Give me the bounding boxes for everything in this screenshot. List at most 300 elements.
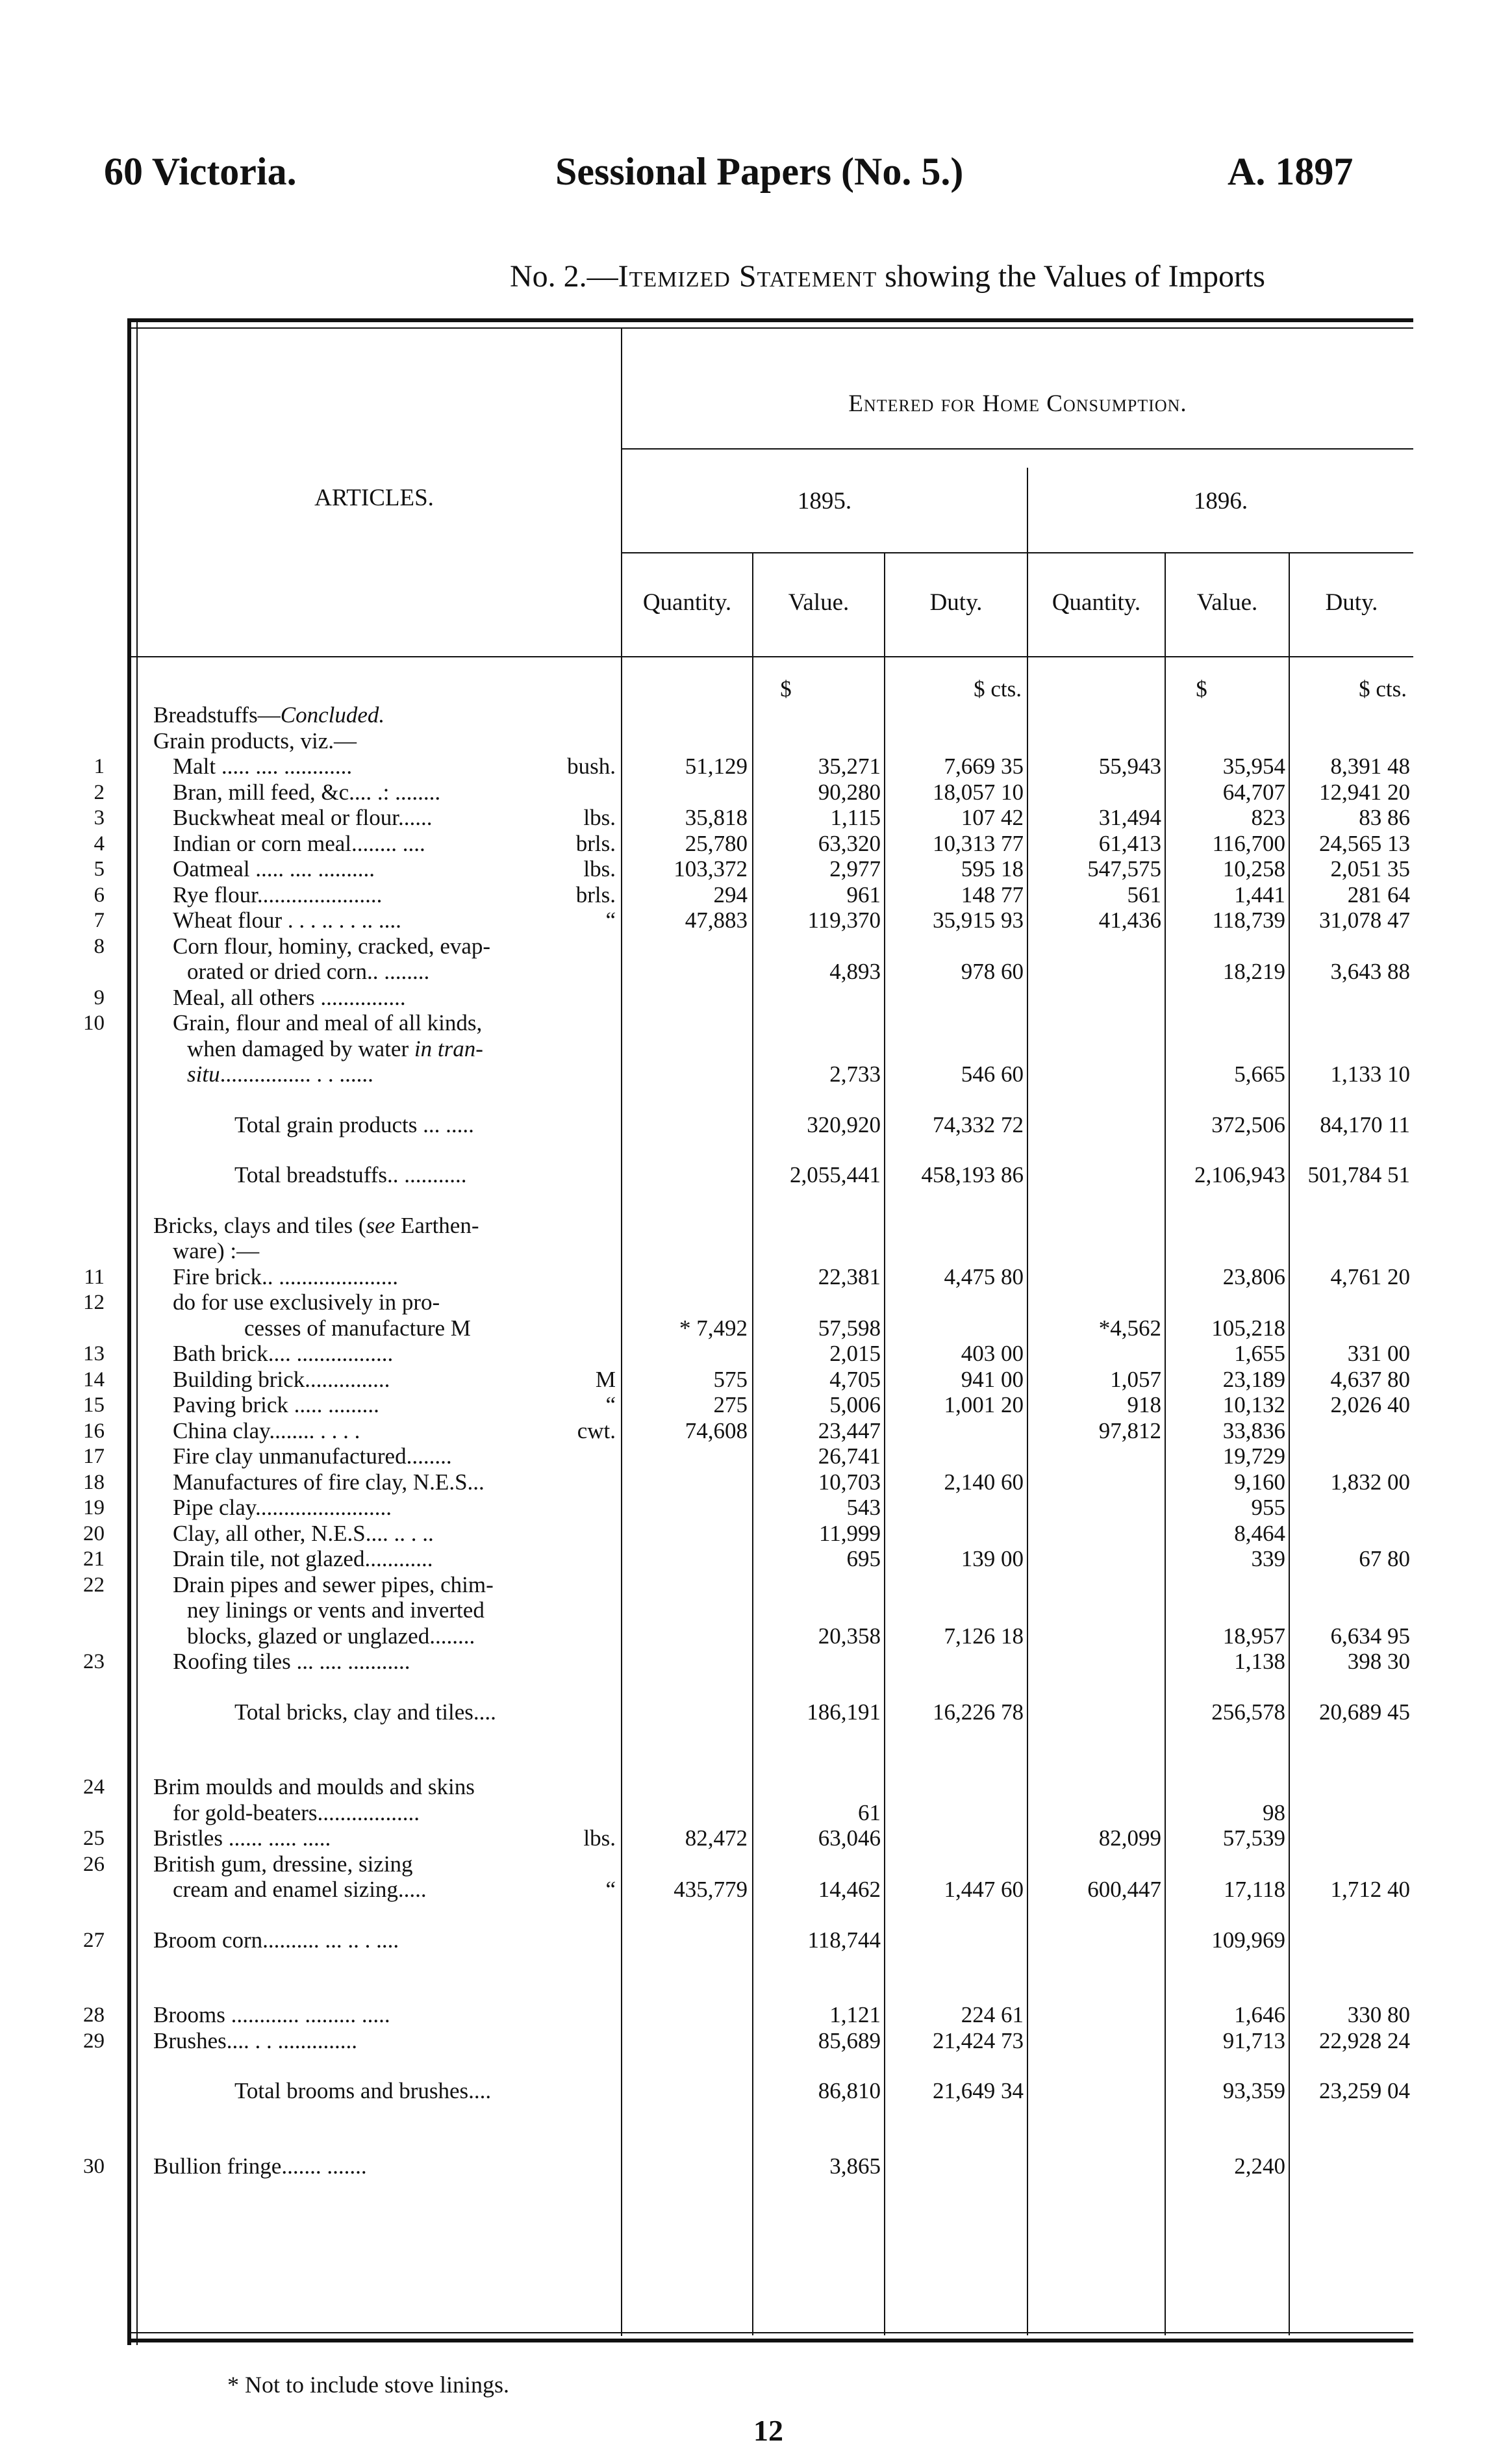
cell-v2: 8,464 [1234,1521,1285,1546]
unit-label: lbs. [583,1825,616,1851]
unit-value-1896: $ [1196,676,1207,702]
cell-d2: 24,565 13 [1319,831,1410,856]
article-label [187,1598,485,1623]
unit-label: “ [605,1392,616,1417]
header-quantity-1896: Quantity. [1052,589,1141,616]
cell-v2: 1,655 [1234,1341,1285,1366]
cell-v2: 116,700 [1212,831,1285,856]
article-label-text: Pipe clay........................ [173,1495,392,1520]
cell-q1: 82,472 [685,1825,748,1851]
cell-v1: 186,191 [807,1699,881,1725]
article-label-text: Building brick............... [173,1367,390,1392]
cell-v1: 26,741 [818,1443,881,1469]
header-year-1895: 1895. [797,488,852,514]
article-label [173,1290,440,1315]
article-label-text: cesses of manufacture M [244,1315,471,1341]
article-label [153,1852,413,1877]
cell-q1: 51,129 [685,754,748,779]
cell-d2: 331 00 [1347,1341,1410,1366]
cell-d1: 18,057 10 [933,780,1024,805]
article-label-text: Bath brick.... ................. [173,1341,394,1366]
table-left-rule-thin [136,318,138,2345]
cell-d2: 12,941 20 [1319,780,1410,805]
article-label-italic: in tran- [409,1036,483,1061]
article-label-text: Drain pipes and sewer pipes, chim- [173,1572,494,1597]
cell-q2: 61,413 [1098,831,1161,856]
article-label [187,1062,373,1087]
article-label [173,908,401,933]
article-label [173,806,432,830]
line-number: 5 [94,857,105,881]
article-label [187,1624,475,1649]
cell-v2: 17,118 [1224,1877,1285,1902]
cell-d1: 16,226 78 [933,1699,1024,1725]
cell-q1: 294 [713,882,748,907]
article-label [173,934,490,959]
article-label [173,754,352,779]
cell-d2: 22,928 24 [1319,2028,1410,2053]
article-label-text-2: Earthen- [395,1213,479,1238]
page-header-right: A. 1897 [1228,150,1354,193]
article-label-text: Wheat flour . . . .. . . .. .... [173,907,401,933]
article-label [187,1037,483,1061]
cell-v1: 63,046 [818,1825,881,1851]
article-label-text: Bran, mill feed, &c.... .: ........ [173,780,441,805]
cell-v2: 1,138 [1234,1649,1285,1674]
line-number: 25 [83,1827,105,1850]
article-label [153,1928,399,1953]
unit-label: cwt. [577,1418,616,1443]
article-label [173,1367,390,1392]
cell-v2: 256,578 [1211,1699,1285,1725]
cell-v1: 5,006 [829,1392,881,1417]
table-title-rest: showing the Values of Imports [877,259,1265,294]
cell-d1: 74,332 72 [933,1112,1024,1137]
line-number: 1 [94,755,105,778]
cell-d2: 4,761 20 [1330,1264,1410,1289]
line-number: 7 [94,909,105,932]
cell-q1: 74,608 [685,1418,748,1443]
article-label-text: Rye flour...................... [173,882,383,907]
cell-q2: 97,812 [1098,1418,1161,1443]
article-label [173,1801,420,1825]
table-title-number: No. 2.— [510,259,618,294]
header-rule-years [621,552,1413,553]
unit-label: brls. [575,882,616,907]
article-label [234,1163,467,1187]
article-label [173,1547,433,1571]
col-rule-year [1027,468,1028,2335]
cell-v1: 3,865 [829,2153,881,2179]
article-label [244,1316,471,1341]
line-number: 8 [94,935,105,958]
cell-v1: 86,810 [818,2078,881,2103]
article-label-text: Indian or corn meal........ .... [173,831,425,856]
cell-v2: 64,707 [1222,780,1285,805]
cell-v2: 823 [1251,805,1285,830]
cell-v2: 23,806 [1222,1264,1285,1289]
article-label [153,2029,357,2053]
article-label [173,1444,452,1469]
line-number: 21 [83,1547,105,1571]
cell-v2: 10,132 [1222,1392,1285,1417]
article-label-italic: situ [187,1061,220,1087]
cell-v1: 57,598 [818,1315,881,1341]
cell-d1: 35,915 93 [933,907,1024,933]
article-label [173,883,382,907]
line-number: 18 [83,1471,105,1494]
article-label [187,959,429,984]
cell-d1: 4,475 80 [944,1264,1024,1289]
article-label-text: Buckwheat meal or flour...... [173,805,433,830]
header-rule-bottom [127,656,1413,657]
cell-v1: 2,977 [829,856,881,882]
cell-d2: 1,832 00 [1330,1469,1410,1495]
article-label-text: Roofing tiles ... .... ........... [173,1649,410,1674]
line-number: 3 [94,806,105,830]
unit-label: brls. [575,831,616,856]
cell-d2: 8,391 48 [1330,754,1410,779]
article-label [153,1826,331,1851]
article-label-italic: Concluded. [280,702,385,728]
cell-d2: 501,784 51 [1307,1162,1410,1187]
cell-v1: 1,115 [830,805,881,830]
article-label [173,1419,360,1443]
cell-v1: 14,462 [818,1877,881,1902]
header-value-1895: Value. [788,589,850,616]
line-number: 24 [83,1775,105,1799]
article-label [173,1649,410,1674]
cell-v2: 372,506 [1211,1112,1285,1137]
article-label-text: British gum, dressine, sizing [153,1851,413,1877]
unit-label: lbs. [583,805,616,830]
cell-d2: 330 80 [1347,2002,1410,2027]
cell-d1: 978 60 [961,959,1024,984]
cell-v1: 22,381 [818,1264,881,1289]
cell-q2: 600,447 [1087,1877,1161,1902]
col-rule-v2 [1289,552,1290,2335]
cell-d1: 1,001 20 [944,1392,1024,1417]
line-number: 20 [83,1522,105,1545]
article-label-text: Corn flour, hominy, cracked, evap- [173,933,491,959]
line-number: 4 [94,832,105,856]
article-label-text: Fire brick.. ..................... [173,1264,399,1289]
cell-v2: 19,729 [1222,1443,1285,1469]
article-label-text: Brim moulds and moulds and skins [153,1774,475,1799]
cell-d2: 1,712 40 [1330,1877,1410,1902]
cell-v2: 23,189 [1222,1367,1285,1392]
article-label [153,729,357,754]
cell-v1: 543 [846,1495,881,1520]
header-duty-1896: Duty. [1325,589,1378,616]
col-rule-q2 [1165,552,1166,2335]
cell-d2: 67 80 [1359,1546,1410,1571]
cell-v2: 109,969 [1211,1927,1285,1953]
article-label-text: Drain tile, not glazed............ [173,1546,433,1571]
page-header-left: 60 Victoria. [104,150,297,193]
cell-v2: 91,713 [1222,2028,1285,2053]
cell-q2: 918 [1127,1392,1161,1417]
col-rule-articles [621,329,622,2336]
cell-v1: 90,280 [818,780,881,805]
line-number: 17 [83,1445,105,1468]
cell-v1: 2,055,441 [790,1162,881,1187]
line-number: 26 [83,1853,105,1876]
table-title-smallcaps: Itemized Statement [618,259,877,294]
cell-d2: 31,078 47 [1319,907,1410,933]
line-number: 23 [83,1650,105,1673]
line-number: 29 [83,2029,105,2053]
cell-d2: 281 64 [1347,882,1410,907]
article-label-text: when damaged by water [187,1036,409,1061]
article-label-text: Breadstuffs— [153,702,281,728]
article-label-text: ney linings or vents and inverted [187,1597,485,1623]
cell-q2: 1,057 [1110,1367,1161,1392]
article-label-text: Total breadstuffs.. ........... [234,1162,467,1187]
article-label-text: blocks, glazed or unglazed........ [187,1623,475,1649]
page-header-center: Sessional Papers (No. 5.) [555,150,964,193]
cell-d1: 2,140 60 [944,1469,1024,1495]
cell-v1: 4,705 [829,1367,881,1392]
article-label-text: Broom corn.......... ... .. . .... [153,1927,399,1953]
cell-v2: 1,441 [1234,882,1285,907]
cell-v2: 57,539 [1222,1825,1285,1851]
header-year-1896: 1896. [1193,488,1248,514]
article-label-text: Clay, all other, N.E.S.... .. . .. [173,1521,434,1546]
article-label-text: Bullion fringe....... ....... [153,2153,367,2179]
cell-v1: 1,121 [829,2002,881,2027]
cell-v1: 11,999 [819,1521,881,1546]
line-number: 22 [83,1573,105,1597]
cell-d2: 83 86 [1359,805,1410,830]
cell-v2: 35,954 [1222,754,1285,779]
cell-v2: 5,665 [1234,1061,1285,1087]
header-group: Entered for Home Consumption. [848,390,1187,417]
article-label [173,1573,494,1597]
unit-label: M [595,1367,616,1392]
cell-v2: 33,836 [1222,1418,1285,1443]
imports-table [83,318,1413,2348]
cell-d2: 20,689 45 [1319,1699,1410,1725]
unit-label: “ [605,907,616,933]
cell-v2: 1,646 [1234,2002,1285,2027]
cell-q2: 561 [1127,882,1161,907]
cell-v1: 61 [858,1800,881,1825]
line-number: 30 [83,2155,105,2178]
cell-v2: 955 [1251,1495,1285,1520]
article-label [153,1775,475,1799]
article-label-text: Total brooms and brushes.... [234,2078,492,2103]
cell-v1: 35,271 [818,754,881,779]
cell-v1: 4,893 [829,959,881,984]
cell-d1: 107 42 [961,805,1024,830]
article-label [153,2154,367,2179]
article-label-text: cream and enamel sizing..... [173,1877,427,1902]
article-label [153,1213,479,1238]
cell-d2: 2,051 35 [1330,856,1410,882]
table-top-rule-thin [127,327,1413,329]
article-label-text: Oatmeal ..... .... .......... [173,856,375,882]
article-label [234,2079,491,2103]
header-articles: ARTICLES. [314,485,434,511]
line-number: 10 [83,1011,105,1035]
cell-q2: 41,436 [1098,907,1161,933]
cell-q1: * 7,492 [679,1315,748,1341]
article-label-text: Bricks, clays and tiles ( [153,1213,366,1238]
cell-d1: 7,126 18 [944,1623,1024,1649]
line-number: 6 [94,883,105,907]
col-rule-q1 [752,552,753,2335]
article-label-text: Paving brick ..... ......... [173,1392,379,1417]
article-label [173,1521,434,1546]
article-label-text: do for use exclusively in pro- [173,1289,440,1315]
unit-label: lbs. [583,856,616,882]
cell-q2: *4,562 [1098,1315,1161,1341]
unit-duty-1895: $ cts. [974,676,1022,702]
cell-v2: 339 [1251,1546,1285,1571]
article-label-text: for gold-beaters.................. [173,1800,420,1825]
article-label-text: Meal, all others ............... [173,985,406,1010]
unit-label: “ [605,1877,616,1902]
cell-q1: 47,883 [685,907,748,933]
cell-d1: 941 00 [961,1367,1024,1392]
article-label-text: Grain products, viz.— [153,728,357,754]
cell-q1: 25,780 [685,831,748,856]
footnote: * Not to include stove linings. [227,2372,509,2398]
cell-d2: 4,637 80 [1330,1367,1410,1392]
cell-v2: 10,258 [1222,856,1285,882]
article-label-text: Brooms ............ ......... ..... [153,2002,390,2027]
article-label-text: ware) :— [173,1238,260,1263]
line-number: 12 [83,1291,105,1314]
col-rule-v1 [884,552,885,2335]
article-label [173,1341,393,1366]
article-label-italic: see [366,1213,396,1238]
article-label [173,780,440,805]
article-label [234,1113,474,1137]
page-number: 12 [753,2414,783,2447]
line-number: 9 [94,986,105,1009]
article-label [234,1700,496,1725]
cell-v1: 23,447 [818,1418,881,1443]
cell-q1: 275 [713,1392,748,1417]
header-duty-1895: Duty. [929,589,983,616]
cell-v1: 85,689 [818,2028,881,2053]
article-label-text: Brushes.... . . .............. [153,2028,358,2053]
cell-d1: 595 18 [961,856,1024,882]
header-value-1896: Value. [1196,589,1258,616]
article-label-text: Total grain products ... ..... [234,1112,474,1137]
article-label-text: China clay........ . . . . [173,1418,360,1443]
table-bottom-rule-thin [127,2332,1413,2333]
cell-q1: 575 [713,1367,748,1392]
cell-q2: 547,575 [1087,856,1161,882]
line-number: 11 [84,1265,105,1289]
cell-d1: 224 61 [961,2002,1024,2027]
cell-v2: 18,957 [1222,1623,1285,1649]
article-label-text: orated or dried corn.. ........ [187,959,430,984]
article-label [173,1265,398,1289]
article-label [173,985,406,1010]
cell-v1: 2,733 [829,1061,881,1087]
article-label-text: Bristles ...... ..... ..... [153,1825,331,1851]
header-rule-group [621,448,1413,450]
cell-d1: 21,424 73 [933,2028,1024,2053]
article-label [173,1393,379,1417]
cell-v2: 2,240 [1234,2153,1285,2179]
cell-q1: 35,818 [685,805,748,830]
unit-value-1895: $ [780,676,792,702]
cell-d1: 148 77 [961,882,1024,907]
cell-v2: 9,160 [1234,1469,1285,1495]
cell-v2: 2,106,943 [1194,1162,1285,1187]
cell-d2: 398 30 [1347,1649,1410,1674]
article-label-text: Fire clay unmanufactured........ [173,1443,452,1469]
cell-d2: 84,170 11 [1320,1112,1410,1137]
table-top-rule [127,318,1413,322]
article-label [173,1239,259,1263]
cell-v1: 20,358 [818,1623,881,1649]
article-label [173,857,375,882]
cell-q2: 55,943 [1098,754,1161,779]
cell-v1: 118,744 [807,1927,881,1953]
article-label-text: Grain, flour and meal of all kinds, [173,1010,483,1035]
cell-v1: 961 [846,882,881,907]
article-label-text: Malt ..... .... ............ [173,754,353,779]
article-label [153,703,384,728]
cell-d1: 1,447 60 [944,1877,1024,1902]
cell-d2: 3,643 88 [1330,959,1410,984]
cell-d1: 7,669 35 [944,754,1024,779]
cell-v2: 118,739 [1212,907,1285,933]
cell-q1: 103,372 [674,856,748,882]
line-number: 28 [83,2003,105,2027]
cell-v1: 2,015 [829,1341,881,1366]
unit-duty-1896: $ cts. [1359,676,1407,702]
line-number: 13 [83,1342,105,1365]
cell-d1: 458,193 86 [921,1162,1024,1187]
line-number: 2 [94,781,105,804]
cell-d2: 1,133 10 [1330,1061,1410,1087]
article-label [173,1470,485,1495]
article-label-text: Total bricks, clay and tiles.... [234,1699,496,1725]
line-number: 15 [83,1393,105,1417]
article-label [173,1011,482,1035]
table-left-rule [127,318,131,2345]
cell-d2: 6,634 95 [1330,1623,1410,1649]
cell-d1: 546 60 [961,1061,1024,1087]
cell-q2: 82,099 [1098,1825,1161,1851]
cell-v2: 18,219 [1222,959,1285,984]
cell-d1: 403 00 [961,1341,1024,1366]
cell-v1: 119,370 [807,907,881,933]
cell-d2: 23,259 04 [1319,2078,1410,2103]
article-label [173,1495,392,1520]
cell-v1: 10,703 [818,1469,881,1495]
article-label-text: Manufactures of fire clay, N.E.S... [173,1469,485,1495]
cell-d1: 10,313 77 [933,831,1024,856]
line-number: 19 [83,1496,105,1519]
table-title [510,259,1265,294]
cell-v1: 63,320 [818,831,881,856]
article-label [173,831,425,856]
article-label [153,2003,390,2027]
unit-label: bush. [567,754,616,779]
cell-v2: 98 [1263,1800,1285,1825]
cell-d1: 21,649 34 [933,2078,1024,2103]
cell-q1: 435,779 [674,1877,748,1902]
cell-d1: 139 00 [961,1546,1024,1571]
